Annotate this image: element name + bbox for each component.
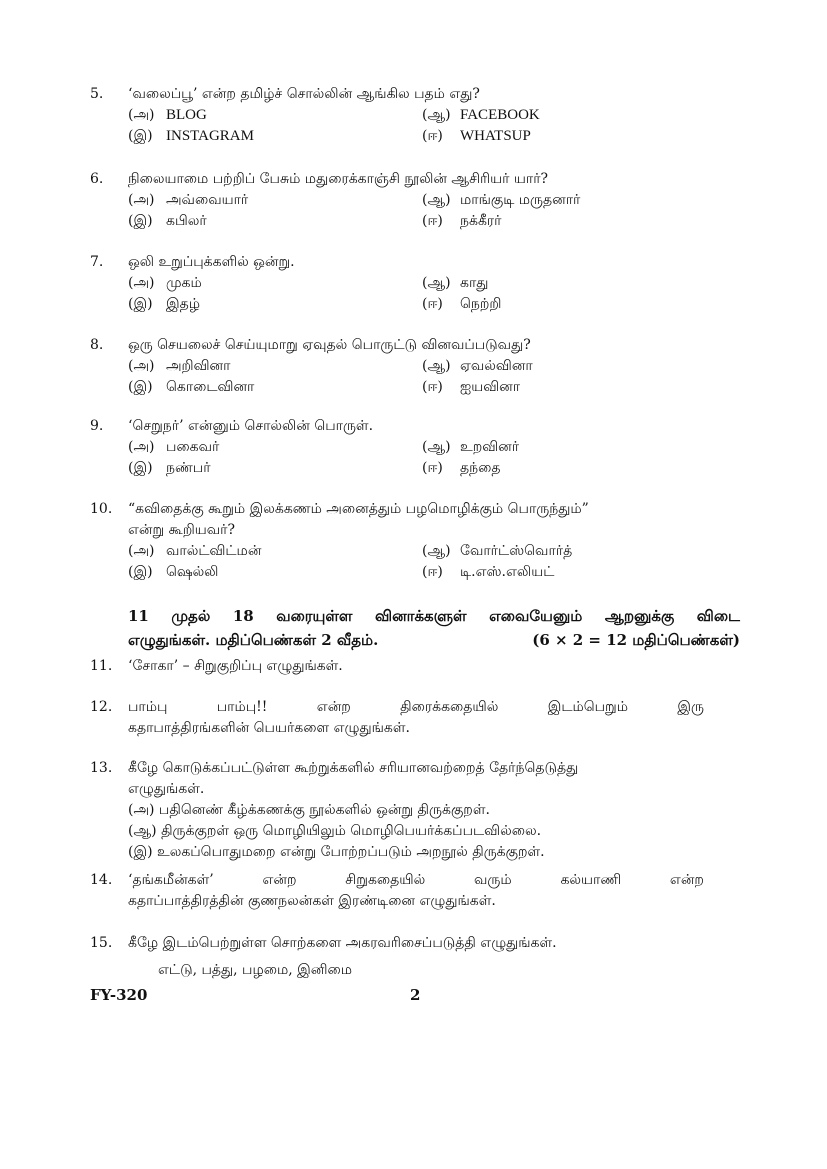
question-9 (90, 416, 730, 479)
options-row (128, 437, 730, 458)
option-ii: (ஈ) டி.எஸ்.எலியட் (422, 564, 555, 580)
question-text: கீழே இடம்பெற்றுள்ள சொற்களை அகரவரிசைப்படுத்தி எழுதுங்கள். (128, 935, 557, 951)
options-row (128, 541, 730, 562)
option-aa: (ஆ) காது (422, 275, 489, 291)
options-row (128, 273, 730, 294)
section-marks-total: (6 × 2 = 12 மதிப்பெண்கள்) (532, 631, 740, 649)
option-a: (அ) BLOG (128, 107, 207, 123)
question-number: 7. (90, 254, 104, 270)
question-text: பாம்பு பாம்பு!! என்ற திரைக்கதையில் இடம்பெறும் இரு (128, 699, 704, 715)
question-text-cont: என்று கூறியவர்? (128, 522, 235, 538)
option-a: (அ) அவ்வையார் (128, 192, 249, 208)
section-word: ஆறனுக்கு (604, 607, 675, 625)
option-a: (அ) அறிவினா (128, 358, 231, 374)
section-word: வரையுள்ள (276, 607, 353, 625)
question-text: ஒரு செயலைச் செய்யுமாறு ஏவுதல் பொருட்டு வினவப்படுவது? (128, 337, 531, 353)
statement-i: (இ) உலகப்பொதுமறை என்று போற்றப்படும் அறநூல் திருக்குறள். (128, 844, 545, 860)
section-line-1 (128, 604, 740, 628)
question-12 (90, 697, 704, 739)
question-text: ஒலி உறுப்புக்களில் ஒன்று. (128, 254, 295, 270)
question-text: நிலையாமை பற்றிப் பேசும் மதுரைக்காஞ்சி நூலின் ஆசிரியர் யார்? (128, 171, 549, 187)
option-ii: (ஈ) ஐயவினா (422, 379, 521, 395)
option-i: (இ) இதழ் (128, 296, 201, 312)
question-number: 15. (90, 935, 113, 951)
question-text: ‘வலைப்பூ’ என்ற தமிழ்ச் சொல்லின் ஆங்கில பதம் எது? (128, 86, 480, 102)
option-aa: (ஆ) வோர்ட்ஸ்வொர்த் (422, 543, 573, 559)
question-number: 8. (90, 337, 104, 353)
option-i: (இ) கொடைவினா (128, 379, 255, 395)
section-word: வினாக்களுள் (375, 607, 467, 625)
options-row (128, 294, 730, 315)
option-aa: (ஆ) FACEBOOK (422, 107, 540, 123)
question-number: 5. (90, 86, 104, 102)
option-ii: (ஈ) நக்கீரர் (422, 213, 502, 229)
question-14 (90, 870, 704, 912)
section-word: 18 (232, 607, 254, 625)
question-text-cont: எழுதுங்கள். (128, 781, 205, 797)
option-aa: (ஆ) மாங்குடி மருதனார் (422, 192, 581, 208)
section-word: எவையேனும் (489, 607, 583, 625)
question-number: 11. (90, 658, 113, 674)
section-word: விடை (696, 607, 740, 625)
question-number: 12. (90, 699, 113, 715)
options-row (128, 356, 730, 377)
option-ii: (ஈ) WHATSUP (422, 128, 531, 144)
question-11 (90, 656, 730, 677)
question-number: 9. (90, 418, 104, 434)
word-list: எட்டு, பத்து, பழமை, இனிமை (158, 962, 353, 978)
option-a: (அ) முகம் (128, 275, 202, 291)
option-ii: (ஈ) தந்தை (422, 460, 501, 476)
option-ii: (ஈ) நெற்றி (422, 296, 502, 312)
question-number: 14. (90, 872, 113, 888)
options-row (128, 562, 730, 583)
paper-code: FY-320 (90, 986, 148, 1004)
question-15 (90, 933, 730, 981)
question-text-cont: கதாப்பாத்திரத்தின் குணநலன்கள் இரண்டினை எழுதுங்கள். (128, 893, 496, 909)
option-i: (இ) நண்பர் (128, 460, 211, 476)
section-line-2 (128, 628, 740, 652)
question-13 (90, 758, 730, 863)
question-text: “கவிதைக்கு கூறும் இலக்கணம் அனைத்தும் பழமொழிக்கும் பொருந்தும்” (128, 501, 589, 517)
question-8 (90, 335, 730, 398)
option-a: (அ) வால்ட்விட்மன் (128, 543, 262, 559)
question-number: 10. (90, 501, 113, 517)
section-word: 11 (128, 607, 149, 625)
option-i: (இ) கபிலர் (128, 213, 207, 229)
options-row (128, 126, 730, 147)
statement-a: (அ) பதினெண் கீழ்க்கணக்கு நூல்களில் ஒன்று திருக்குறள். (128, 802, 490, 818)
option-i: (இ) INSTAGRAM (128, 128, 254, 144)
section-word: முதல் (171, 607, 211, 625)
option-a: (அ) பகைவர் (128, 439, 220, 455)
section-instructions (128, 604, 740, 652)
option-i: (இ) ஷெல்லி (128, 564, 219, 580)
question-text: ‘செறுநர்’ என்னும் சொல்லின் பொருள். (128, 418, 374, 434)
option-aa: (ஆ) உறவினர் (422, 439, 520, 455)
statement-aa: (ஆ) திருக்குறள் ஒரு மொழியிலும் மொழிபெயர்க்கப்படவில்லை. (128, 823, 542, 839)
question-text: கீழே கொடுக்கப்பட்டுள்ள கூற்றுக்களில் சரியானவற்றைத் தேர்ந்தெடுத்து (128, 760, 579, 776)
question-text-cont: கதாபாத்திரங்களின் பெயர்களை எழுதுங்கள். (128, 720, 410, 736)
question-text: ‘தங்கமீன்கள்’ என்ற சிறுகதையில் வரும் கல்யாணி என்ற (128, 872, 704, 888)
question-6 (90, 169, 730, 232)
question-7 (90, 252, 730, 315)
question-5 (90, 84, 730, 147)
option-aa: (ஆ) ஏவல்வினா (422, 358, 533, 374)
options-row (128, 377, 730, 398)
question-text: ‘சோகா’ – சிறுகுறிப்பு எழுதுங்கள். (128, 658, 343, 674)
options-row (128, 105, 730, 126)
question-10 (90, 499, 730, 583)
question-number: 13. (90, 760, 113, 776)
options-row (128, 190, 730, 211)
options-row (128, 211, 730, 232)
options-row (128, 458, 730, 479)
section-marks-note: எழுதுங்கள். மதிப்பெண்கள் 2 வீதம். (128, 631, 379, 649)
page-number: 2 (410, 986, 421, 1004)
question-number: 6. (90, 171, 104, 187)
